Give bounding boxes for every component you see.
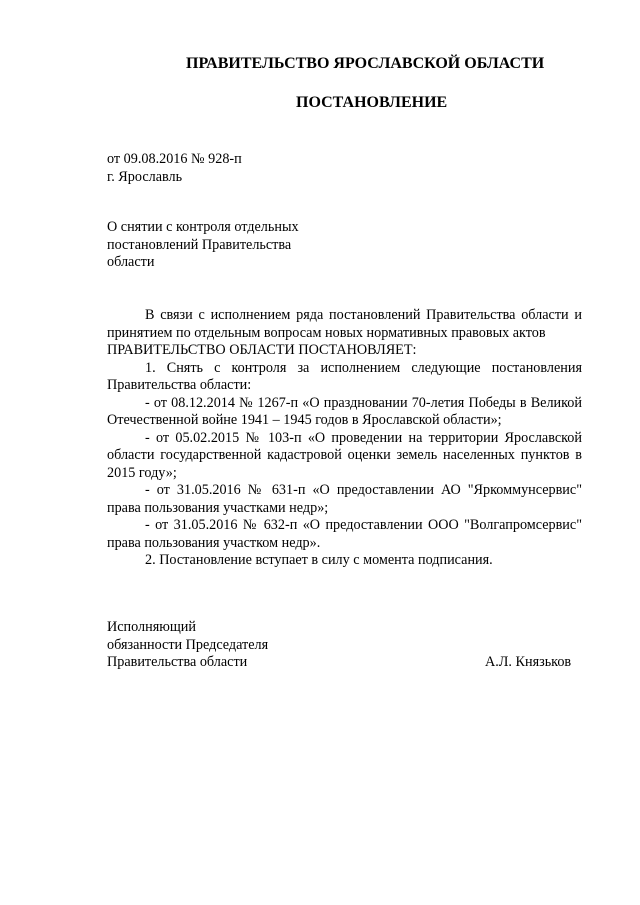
point-1-paragraph: 1. Снять с контроля за исполнением следующие постановления Правительства области: — [107, 359, 582, 393]
subject-line: О снятии с контроля отдельных — [107, 219, 299, 235]
document-subject — [107, 219, 367, 272]
decree-statement: ПРАВИТЕЛЬСТВО ОБЛАСТИ ПОСТАНОВЛЯЕТ: — [107, 342, 417, 358]
list-item: - от 31.05.2016 № 632-п «О предоставлении ООО "Волгапромсервис" права пользования участком недр». — [107, 517, 582, 551]
list-item: - от 08.12.2014 № 1267-п «О праздновании 70-летия Победы в Великой Отечественной войне 1941 – 1945 годов в Ярославской области»; — [107, 394, 582, 428]
list-item: - от 05.02.2015 № 103-п «О проведении на территории Ярославской области государственной кадастровой оценки земель населенных пунктов в 2015 году»; — [107, 429, 582, 481]
signer-title-line: обязанности Председателя — [107, 636, 269, 653]
signer-title-line: Правительства области — [107, 654, 248, 670]
document-issuer-heading: ПРАВИТЕЛЬСТВО ЯРОСЛАВСКОЙ ОБЛАСТИ — [186, 55, 545, 72]
point-2-paragraph: 2. Постановление вступает в силу с момента подписания. — [145, 552, 493, 568]
document-meta — [107, 151, 367, 186]
preamble-paragraph: В связи с исполнением ряда постановлений Правительства области и принятием по отдельным вопросам новых нормативных правовых актов — [107, 307, 582, 341]
city-line: г. Ярославль — [107, 168, 183, 185]
subject-line: постановлений Правительства — [107, 236, 292, 253]
signer-title-line: Исполняющий — [107, 619, 196, 635]
date-number-line: от 09.08.2016 № 928-п — [107, 151, 242, 167]
list-item: - от 31.05.2016 № 631-п «О предоставлении АО "Яркоммунсервис" права пользования участками недр»; — [107, 482, 582, 516]
document-type-heading: ПОСТАНОВЛЕНИЕ — [296, 94, 448, 111]
signer-name: А.Л. Князьков — [485, 654, 572, 670]
document-body — [107, 307, 582, 570]
subject-line: области — [107, 254, 155, 270]
